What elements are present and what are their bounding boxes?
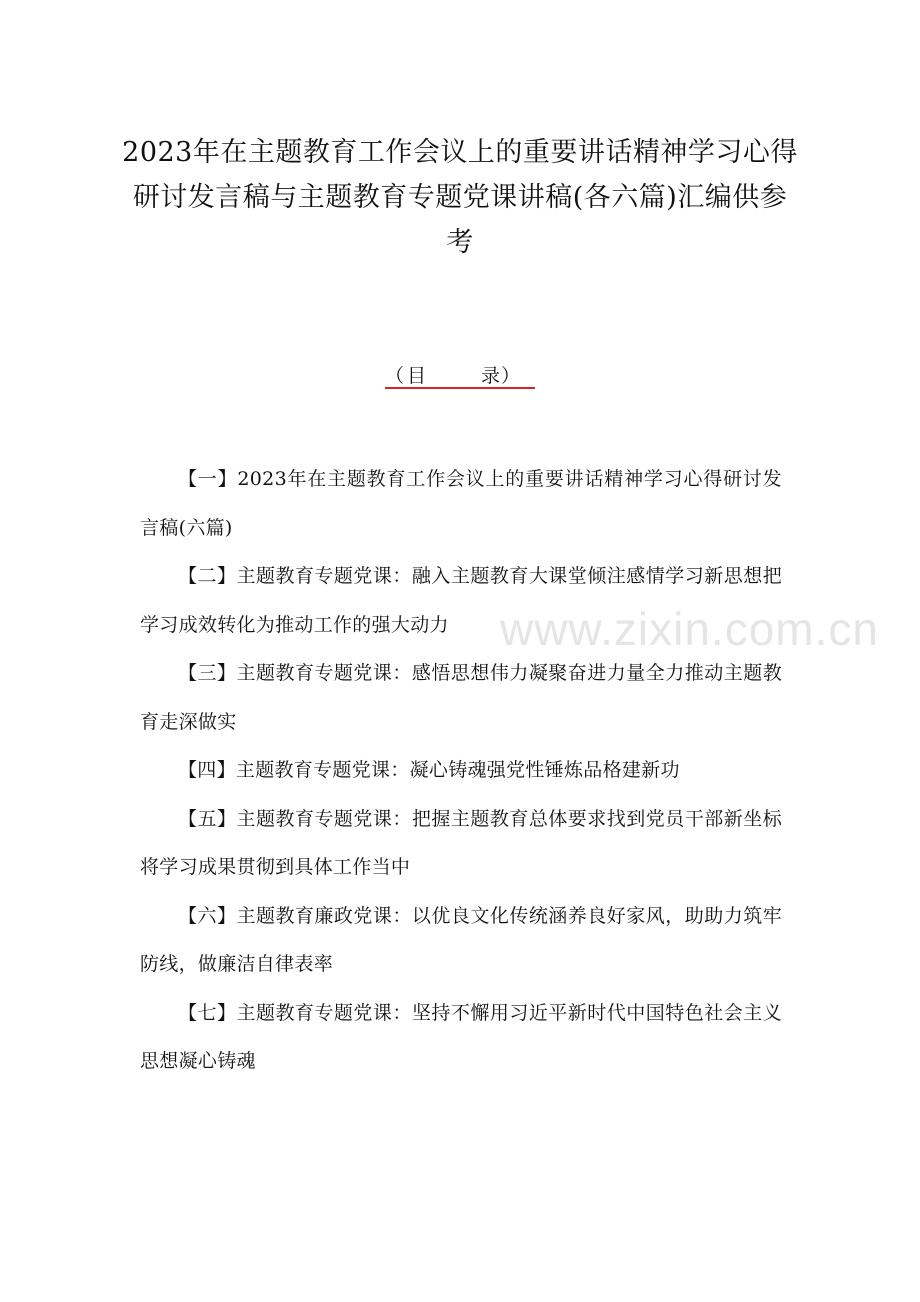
toc-heading-char-1: 目 bbox=[407, 365, 427, 387]
toc-heading-underline bbox=[385, 387, 535, 389]
toc-item-5: 【五】主题教育专题党课：把握主题教育总体要求找到党员干部新坐标将学习成果贯彻到具体工作当中 bbox=[140, 807, 782, 878]
toc-item-3: 【三】主题教育专题党课：感悟思想伟力凝聚奋进力量全力推动主题教育走深做实 bbox=[140, 662, 782, 733]
toc-item-2: 【二】主题教育专题党课：融入主题教育大课堂倾注感情学习新思想把学习成效转化为推动工作的强大动力 bbox=[140, 565, 782, 636]
toc-heading-close-paren: ） bbox=[501, 365, 521, 387]
toc-heading-open-paren: （ bbox=[385, 365, 405, 387]
toc-item-4: 【四】主题教育专题党课：凝心铸魂强党性锤炼品格建新功 bbox=[178, 759, 680, 781]
toc-heading-char-2: 录 bbox=[481, 365, 501, 387]
toc-item-7: 【七】主题教育专题党课：坚持不懈用习近平新时代中国特色社会主义思想凝心铸魂 bbox=[140, 1001, 782, 1072]
toc-item-1: 【一】2023年在主题教育工作会议上的重要讲话精神学习心得研讨发言稿(六篇) bbox=[140, 468, 782, 539]
toc-list bbox=[140, 455, 782, 1086]
toc-item-6: 【六】主题教育廉政党课：以优良文化传统涵养良好家风，助助力筑牢防线，做廉洁自律表率 bbox=[140, 904, 782, 975]
document-title: 2023年在主题教育工作会议上的重要讲话精神学习心得研讨发言稿与主题教育专题党课讲稿(各六篇)汇编供参考 bbox=[122, 137, 798, 259]
watermark: www.zixin.com.cn bbox=[500, 603, 879, 655]
